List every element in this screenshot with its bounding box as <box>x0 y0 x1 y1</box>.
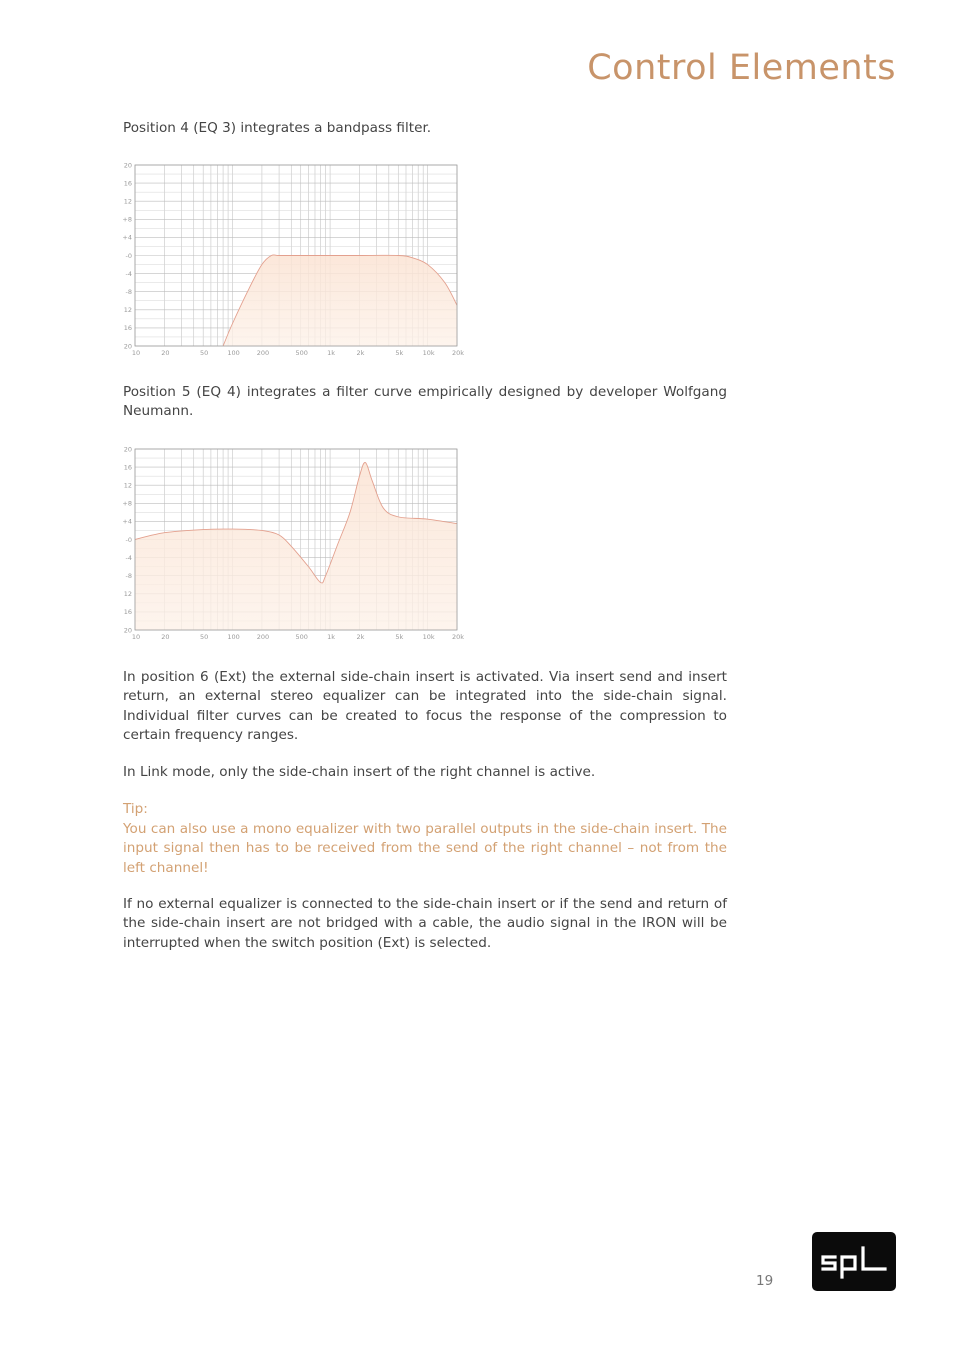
paragraph-bandpass: Position 4 (EQ 3) integrates a bandpass filter. <box>123 120 432 136</box>
x-tick-label: 2k <box>356 349 365 357</box>
x-tick-label: 100 <box>227 633 240 641</box>
x-tick-label: 20 <box>161 633 170 641</box>
paragraph-link-mode: In Link mode, only the side-chain insert of the right channel is active. <box>123 764 596 780</box>
x-tick-label: 10k <box>422 633 435 641</box>
y-tick-label: +4 <box>122 233 132 242</box>
x-tick-label: 200 <box>256 633 270 641</box>
y-tick-label: 12 <box>123 481 132 490</box>
x-tick-label: 10 <box>131 633 141 641</box>
y-tick-label: 20 <box>123 445 132 454</box>
y-tick-label: 20 <box>123 161 132 170</box>
eq3-chart-svg <box>118 157 468 362</box>
y-tick-label: -8 <box>125 288 132 296</box>
y-tick-label: -8 <box>125 572 132 580</box>
y-tick-label: -4 <box>125 553 132 562</box>
page-number: 19 <box>756 1273 774 1289</box>
x-tick-label: 500 <box>295 349 308 357</box>
x-tick-label: 20k <box>451 633 465 641</box>
response-area <box>135 463 457 630</box>
spl-logo-icon <box>819 1244 889 1280</box>
x-tick-label: 50 <box>200 633 209 641</box>
x-tick-label: 200 <box>256 349 270 357</box>
paragraph-neumann: Position 5 (EQ 4) integrates a filter curve empirically designed by developer Wolfgang Neumann. <box>123 384 727 420</box>
y-tick-label: -0 <box>125 535 132 544</box>
y-tick-label: 16 <box>123 608 132 617</box>
y-tick-label: +8 <box>122 499 132 508</box>
y-tick-label: 16 <box>123 179 132 188</box>
x-tick-label: 5k <box>395 349 404 357</box>
x-tick-label: 100 <box>227 349 240 357</box>
tip-text: You can also use a mono equalizer with two parallel outputs in the side-chain insert. The input signal then has to be received from the send of the right channel – not from the left channel! <box>123 821 727 876</box>
y-tick-label: 20 <box>123 626 132 635</box>
y-tick-label: +8 <box>122 215 132 224</box>
x-tick-label: 10 <box>131 349 141 357</box>
y-tick-label: 16 <box>123 463 132 472</box>
y-tick-label: -0 <box>125 251 132 260</box>
y-tick-label: 12 <box>123 306 132 315</box>
eq3-chart <box>118 157 468 362</box>
y-tick-label: 12 <box>123 197 132 206</box>
x-tick-label: 5k <box>395 633 404 641</box>
y-tick-label: -4 <box>125 269 132 278</box>
spl-logo <box>812 1232 896 1291</box>
x-tick-label: 500 <box>295 633 308 641</box>
y-tick-label: 16 <box>123 324 132 333</box>
y-tick-label: 12 <box>123 590 132 599</box>
x-tick-label: 1k <box>327 633 336 641</box>
y-tick-label: +4 <box>122 517 132 526</box>
y-tick-label: 20 <box>123 342 132 351</box>
page-title: Control Elements <box>587 48 896 88</box>
eq4-chart <box>118 441 468 646</box>
tip-label: Tip: <box>123 801 148 817</box>
x-tick-label: 50 <box>200 349 209 357</box>
x-tick-label: 20 <box>161 349 170 357</box>
eq4-chart-svg <box>118 441 468 646</box>
x-tick-label: 2k <box>356 633 365 641</box>
x-tick-label: 1k <box>327 349 336 357</box>
response-area <box>223 255 457 346</box>
x-tick-label: 20k <box>451 349 465 357</box>
x-tick-label: 10k <box>422 349 435 357</box>
paragraph-ext: In position 6 (Ext) the external side-chain insert is activated. Via insert send and insert return, an external stereo equalizer can be integrated into the side-chain signal. Individual filter curves can be created to focus the response of the compression to certain frequency ranges. <box>123 669 727 743</box>
paragraph-no-eq: If no external equalizer is connected to the side-chain insert or if the send and return of the side-chain insert are not bridged with a cable, the audio signal in the IRON will be interrupted when the switch position (Ext) is selected. <box>123 896 727 951</box>
